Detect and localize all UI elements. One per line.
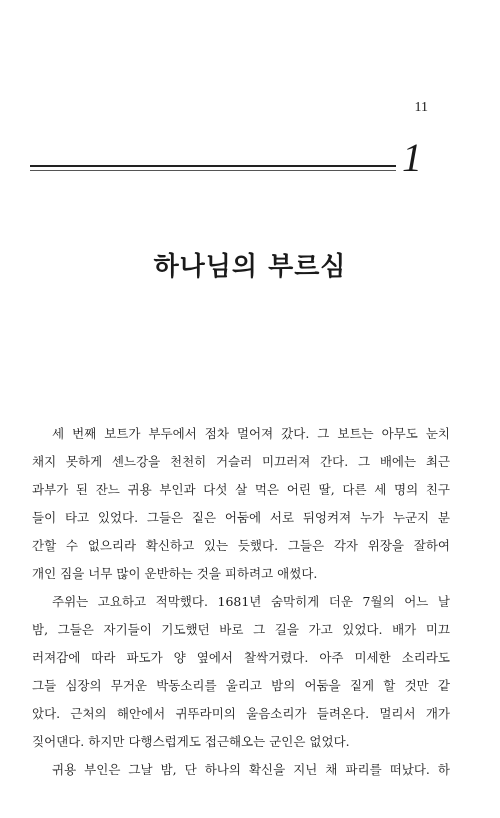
- text-line: 짖어댄다. 하지만 다행스럽게도 접근해오는 군인은 없었다.: [32, 734, 350, 749]
- chapter-title: 하나님의 부르심: [153, 252, 347, 282]
- paragraph: [32, 588, 450, 756]
- text-line: 그들 심장의 무거운 박동소리를 울리고 밤의 어둠을 짙게 할 것만 같: [32, 678, 450, 693]
- text-line: 밤, 그들은 자기들이 기도했던 바로 그 길을 가고 있었다. 배가 미끄: [32, 622, 450, 637]
- body-text: [32, 420, 450, 784]
- text-line: 세 번째 보트가 부두에서 점차 멀어져 갔다. 그 보트는 아무도 눈치: [52, 426, 450, 441]
- text-line: 간할 수 없으리라 확신하고 있는 듯했다. 그들은 각자 위장을 잘하여: [32, 538, 450, 553]
- text-line: 았다. 근처의 해안에서 귀뚜라미의 울음소리가 들려온다. 멀리서 개가: [32, 706, 450, 721]
- text-line: 과부가 된 잔느 귀용 부인과 다섯 살 먹은 어린 딸, 다른 세 명의 친구: [32, 482, 450, 497]
- text-line: 귀용 부인은 그날 밤, 단 하나의 확신을 지닌 채 파리를 떠났다. 하: [52, 762, 450, 777]
- text-line: 채지 못하게 센느강을 천천히 거슬러 미끄러져 간다. 그 배에는 최근: [32, 454, 450, 469]
- page-number: 11: [414, 100, 428, 115]
- chapter-divider-rule: [30, 165, 396, 167]
- text-line: 주위는 고요하고 적막했다. 1681년 숨막히게 더운 7월의 어느 날: [52, 594, 450, 609]
- paragraph: [32, 756, 450, 784]
- text-line: 들이 타고 있었다. 그들은 짙은 어둠에 서로 뒤엉켜져 누가 누군지 분: [32, 510, 450, 525]
- paragraph: [32, 420, 450, 588]
- chapter-number: 1: [402, 135, 422, 180]
- text-line: 러져감에 따라 파도가 양 옆에서 찰싹거렸다. 아주 미세한 소리라도: [32, 650, 450, 665]
- text-line: 개인 짐을 너무 많이 운반하는 것을 피하려고 애썼다.: [32, 566, 318, 581]
